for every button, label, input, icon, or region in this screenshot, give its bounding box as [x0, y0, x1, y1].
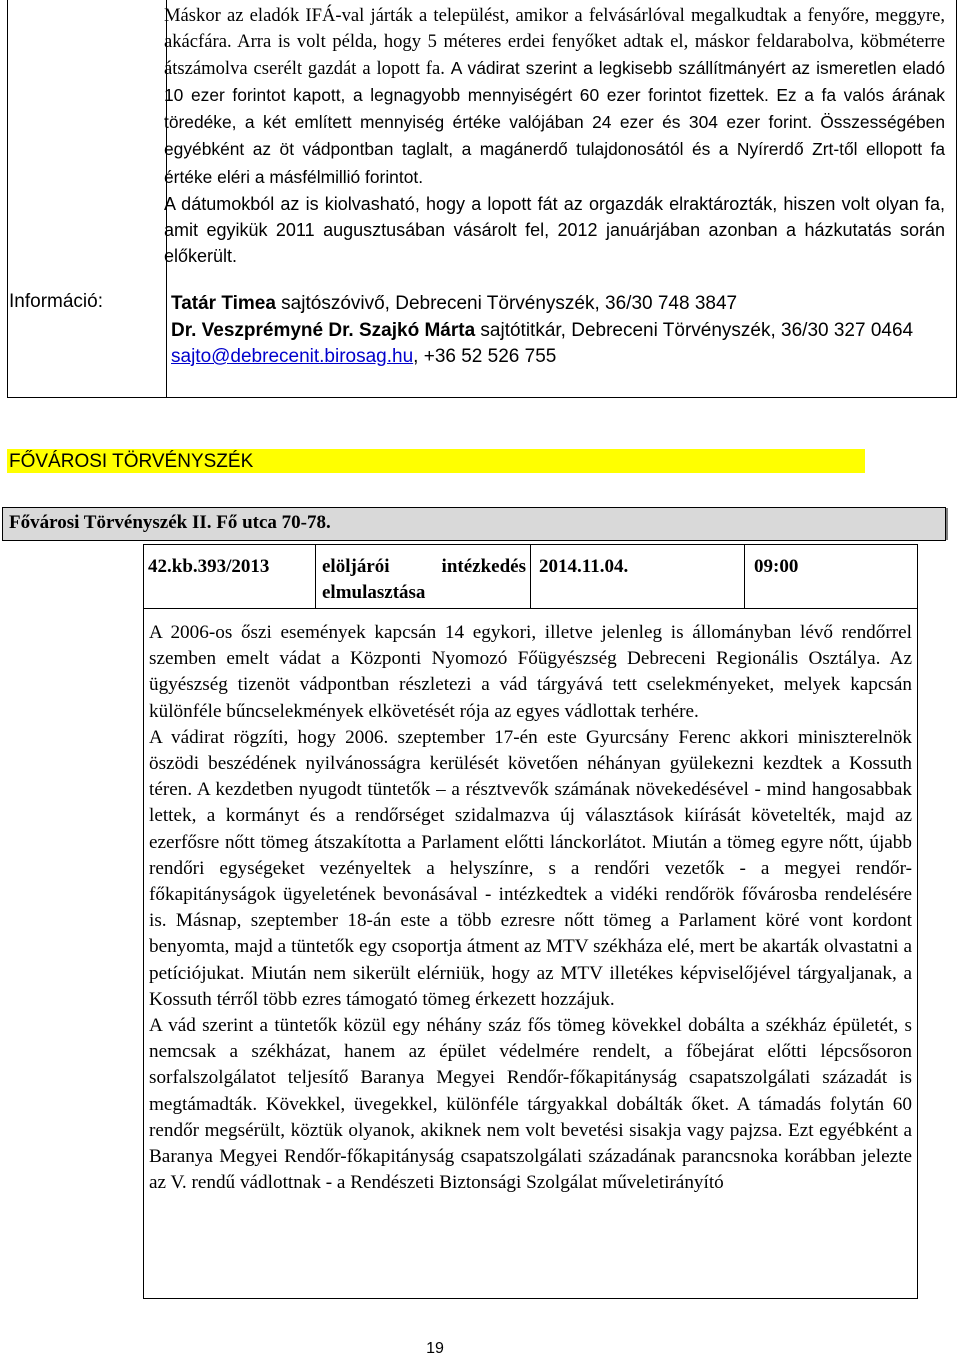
contact-2	[171, 318, 941, 345]
contact-1-details: sajtószóvivő, Debreceni Törvényszék, 36/30 748 3847	[275, 293, 738, 314]
case-body-paragraph-2: A vádirat rögzíti, hogy 2006. szeptember 17-én este Gyurcsány Ferenc akkori miniszterelnök öszödi beszédének nyilvánosságra kerülését követően néhányan gyülekezni kezdtek a Kossuth téren. A kezdetben nyugodt tüntetők – a résztvevők számának növekedésével - mind hangosabbak lettek, a kormányt és a rendőrséget szidalmazva új választások kiírását követelték, majd az ezerfősre nőtt tömeg átszakította a Parlament előtti lánckorlátot. Miután a tömeg egyre nőtt, újabb rendőri egységeket vezényeltek a helyszínre, s a rendőri vezetők - a megyei rendőr-főkapitányságok ügyeletének bevonásával - intézkedtek a vidéki rendőrök fővárosba rendelésére is. Másnap, szeptember 18-án este a több ezresre nőtt tömeg a Parlament köré vont kordont benyomta, majd a tüntetők egy csoportja átment az MTV székháza elé, mert be akarták olvastatni a petíciójukat. Miután nem sikerült elérniük, hogy az MTV illetékes képviselőjével tárgyaljanak, a Kossuth térről több ezres támogató tömeg érkezett hozzájuk.	[149, 726, 912, 1010]
court-header-shadow	[946, 508, 948, 540]
case-offense-line-2: elmulasztása	[322, 582, 426, 603]
case-time: 09:00	[754, 556, 799, 577]
contact-email-line	[171, 344, 941, 371]
email-link[interactable]: sajto@debrecenit.birosag.hu	[171, 346, 414, 367]
case-body-paragraph-1: A 2006-os őszi események kapcsán 14 egykori, illetve jelenleg is állományban lévő rendőrrel szemben emelt vádat a Központi Nyomozó Főügyészség Debreceni Regionális Osztálya. Az ügyészség tizenöt vádpontban részletezi a vád tárgyává tett cselekményeket, melyek kapcsán különféle bűncselekmények elkövetését rója az egyes vádlottak terhére.	[149, 622, 912, 722]
description-text-1d: Összességében egyébként az öt vádpontban taglalt, a magánerdő tulajdonosától és a Nyírerdő Zrt-től ellopott fa értéke eléri a másfélmillió forintot.	[164, 112, 945, 187]
contact-1	[171, 291, 941, 318]
case-header-row	[144, 545, 917, 609]
court-header	[2, 507, 946, 541]
contact-info	[171, 291, 941, 371]
case-body	[149, 620, 912, 1196]
case-date: 2014.11.04.	[535, 545, 745, 608]
case-body-paragraph-3: A vád szerint a tüntetők közül egy néhány száz fős tömeg kövekkel dobálta a székház épületét, s nemcsak a székházat, hanem az épület védelmére rendelt, a főbejárat előtti lépcsősoron sorfalszolgálatot teljesítő Baranya Megyei Rendőr-főkapitányság csapatszolgálati századát is megtámadták. Kövekkel, üvegekkel, különféle tárgyakkal dobálták őket. A támadás folytán 60 rendőr megsérült, köztük olyanok, akiknek nem volt bevetési sisakja vagy pajzsa. Ezt egyébként a Baranya Megyei Rendőr-főkapitányság csapatszolgálati századának parancsnoka korábban jelezte az V. rendű vádlottnak - a Rendészeti Biztonsági Szolgálat műveletirányító	[149, 1015, 912, 1194]
court-header-text: Fővárosi Törvényszék II. Fő utca 70-78.	[9, 512, 331, 533]
description-paragraph-2: A dátumokból az is kiolvasható, hogy a lopott fát az orgazdák elraktározták, hiszen volt olyan fa, amit egyikük 2011 augusztusában vásárolt fel, 2012 januárjában azonban a házkutatás során előkerült.	[164, 193, 945, 266]
contact-2-details: sajtótitkár, Debreceni Törvényszék, 36/30 327 0464	[475, 319, 914, 341]
description-text-1b: A vádirat szerint a legkisebb szállítmányért az ismeretlen eladó 10 ezer forintot kapott, a legnagyobb mennyiségért 60 ezer forintot fizettek.	[164, 58, 945, 106]
case-number: 42.kb.393/2013	[148, 556, 270, 577]
case-description	[164, 3, 945, 269]
case-offense	[315, 545, 531, 608]
contact-1-name: Tatár Timea	[171, 293, 276, 314]
phone-number: , +36 52 526 755	[413, 346, 557, 367]
info-label: Információ:	[9, 291, 103, 312]
description-text-1a: Máskor az eladók IFÁ-val járták a települést, amikor a felvásárlóval megalkudtak a fenyőre, meggyre, akácfára. Arra is volt példa, hogy 5 méteres erdei fenyőket adtak el, máskor feldarabolva, köbméterre átszámolva cserélt gazdát a lopott fa.	[164, 5, 945, 80]
description-text-1c: Ez a fa valós árának töredéke, a két említett mennyiség értéke valójában 24 ezer és 304 ezer forint.	[164, 85, 945, 133]
description-paragraph-1	[164, 3, 945, 191]
contact-2-name: Dr. Veszprémyné Dr. Szajkó Márta	[171, 319, 476, 341]
page-number: 19	[426, 1340, 444, 1357]
case-table	[143, 544, 918, 1299]
case-offense-line-1: elöljárói intézkedés	[322, 556, 526, 577]
section-header: FŐVÁROSI TÖRVÉNYSZÉK	[7, 449, 865, 473]
